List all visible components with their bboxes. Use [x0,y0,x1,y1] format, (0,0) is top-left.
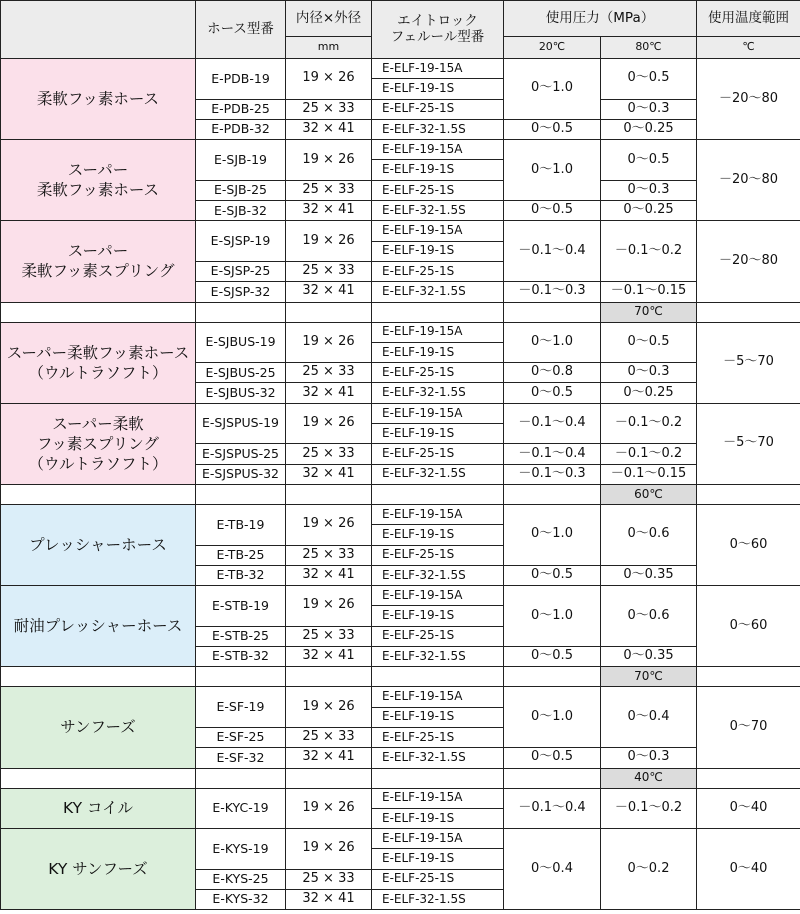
ferrule-cell: E-ELF-19-15A [372,504,504,524]
band-blank-cell [196,768,286,788]
size-cell: 19 × 26 [286,140,372,181]
category-name-line: サンフーズ [60,718,136,737]
size-cell: 19 × 26 [286,322,372,363]
ferrule-cell: E-ELF-32-1.5S [372,748,504,768]
band-blank-cell [286,768,372,788]
ferrule-cell: E-ELF-19-15A [372,403,504,423]
band-blank-cell [504,302,601,322]
pressure-80c-cell: 0～0.5 [601,322,697,363]
pressure-20c-cell: －0.1～0.4 [504,444,601,464]
ferrule-cell: E-ELF-32-1.5S [372,647,504,667]
table-row [1,322,800,342]
hose-model-cell: E-STB-19 [196,586,286,627]
category-name-line: スーパー柔軟 [52,414,144,433]
hose-model-cell: E-SJB-19 [196,140,286,181]
header-temp-80: 80℃ [601,37,697,59]
temp-range-cell: 0～40 [697,788,800,829]
ferrule-cell: E-ELF-19-1S [372,342,504,362]
pressure-20c-cell: 0～1.0 [504,322,601,363]
hose-model-cell: E-STB-32 [196,647,286,667]
hose-model-cell: E-KYS-19 [196,829,286,870]
temp-band-row [1,484,800,504]
size-cell: 19 × 26 [286,788,372,829]
band-blank-cell [1,484,196,504]
band-temp-label: 40℃ [601,768,697,788]
category-name-line: スーパー [67,161,129,180]
pressure-20c-cell: －0.1～0.3 [504,282,601,302]
size-cell: 32 × 41 [286,201,372,221]
category-name-line: プレッシャーホース [29,535,167,554]
band-blank-cell [697,768,800,788]
header-ferrule-line1: エイトロック [397,12,478,29]
ferrule-cell: E-ELF-25-1S [372,727,504,747]
size-cell: 19 × 26 [286,403,372,444]
table-row [1,59,800,79]
pressure-20c-cell: 0～0.5 [504,748,601,768]
band-blank-cell [372,667,504,687]
ferrule-cell: E-ELF-25-1S [372,444,504,464]
category-cell [1,221,196,302]
ferrule-cell: E-ELF-19-1S [372,241,504,261]
pressure-80c-cell: －0.1～0.2 [601,403,697,444]
band-blank-cell [372,302,504,322]
hose-model-cell: E-SJSPUS-19 [196,403,286,444]
size-cell: 19 × 26 [286,687,372,728]
band-blank-cell [372,768,504,788]
size-cell: 19 × 26 [286,59,372,100]
header-pressure: 使用圧力（MPa） [504,1,697,37]
size-cell: 25 × 33 [286,180,372,200]
band-blank-cell [196,302,286,322]
category-name-line: スーパー柔軟フッ素ホース [6,343,190,362]
category-cell [1,586,196,667]
header-ferrule-line2: フェルール型番 [390,28,485,45]
category-cell [1,788,196,829]
category-name-line: （ウルトラソフト） [28,363,168,382]
hose-model-cell: E-TB-32 [196,565,286,585]
band-blank-cell [504,484,601,504]
size-cell: 32 × 41 [286,748,372,768]
pressure-80c-cell: 0～0.2 [601,829,697,910]
pressure-20c-cell: 0～0.8 [504,363,601,383]
category-name-line: （ウルトラソフト） [28,454,168,473]
band-temp-label: 70℃ [601,667,697,687]
table-row [1,403,800,423]
band-blank-cell [1,302,196,322]
size-cell: 19 × 26 [286,221,372,262]
size-cell: 25 × 33 [286,444,372,464]
size-cell: 25 × 33 [286,545,372,565]
pressure-20c-cell: 0～1.0 [504,140,601,201]
hose-model-cell: E-SF-19 [196,687,286,728]
hose-model-cell: E-SJBUS-32 [196,383,286,403]
category-cell [1,687,196,768]
pressure-80c-cell: 0～0.25 [601,383,697,403]
ferrule-cell: E-ELF-19-1S [372,808,504,828]
temp-band-row [1,667,800,687]
table-row [1,504,800,524]
category-name-line: スーパー [67,242,129,261]
size-cell: 19 × 26 [286,829,372,870]
pressure-80c-cell: 0～0.5 [601,140,697,181]
header-ferrule [372,1,504,59]
ferrule-cell: E-ELF-32-1.5S [372,464,504,484]
header-temp-unit: ℃ [697,37,800,59]
hose-model-cell: E-KYC-19 [196,788,286,829]
ferrule-cell: E-ELF-19-15A [372,140,504,160]
size-cell: 25 × 33 [286,261,372,281]
pressure-20c-cell: 0～0.5 [504,565,601,585]
category-name-line: フッ素スプリング [37,434,159,453]
pressure-80c-cell: 0～0.5 [601,59,697,100]
ferrule-cell: E-ELF-25-1S [372,363,504,383]
hose-model-cell: E-SJSPUS-32 [196,464,286,484]
ferrule-cell: E-ELF-19-1S [372,160,504,180]
category-name-line: KY コイル [62,799,134,818]
band-temp-label: 60℃ [601,484,697,504]
ferrule-cell: E-ELF-25-1S [372,869,504,889]
band-blank-cell [196,484,286,504]
pressure-20c-cell: －0.1～0.4 [504,403,601,444]
band-blank-cell [196,667,286,687]
band-blank-cell [372,484,504,504]
pressure-20c-cell: 0～0.5 [504,201,601,221]
temp-range-cell: －20～80 [697,59,800,140]
pressure-20c-cell: 0～0.5 [504,119,601,139]
size-cell: 25 × 33 [286,363,372,383]
size-cell: 25 × 33 [286,626,372,646]
band-blank-cell [286,302,372,322]
hose-model-cell: E-SF-32 [196,748,286,768]
ferrule-cell: E-ELF-19-15A [372,788,504,808]
category-name-line: 柔軟フッ素ホース [36,181,160,200]
pressure-20c-cell: －0.1～0.3 [504,464,601,484]
pressure-80c-cell: －0.1～0.15 [601,282,697,302]
category-cell [1,504,196,585]
ferrule-cell: E-ELF-19-15A [372,829,504,849]
band-temp-label: 70℃ [601,302,697,322]
hose-model-cell: E-KYS-32 [196,889,286,909]
pressure-20c-cell: 0～1.0 [504,586,601,647]
pressure-80c-cell: －0.1～0.2 [601,221,697,282]
hose-model-cell: E-SJSP-25 [196,261,286,281]
ferrule-cell: E-ELF-32-1.5S [372,119,504,139]
temp-range-cell: 0～40 [697,829,800,910]
pressure-80c-cell: 0～0.3 [601,363,697,383]
ferrule-cell: E-ELF-19-15A [372,687,504,707]
category-cell [1,59,196,140]
band-blank-cell [697,667,800,687]
pressure-20c-cell: 0～0.4 [504,829,601,910]
category-cell [1,322,196,403]
pressure-80c-cell: －0.1～0.2 [601,788,697,829]
pressure-80c-cell: 0～0.35 [601,565,697,585]
table-row [1,586,800,606]
temp-band-row [1,768,800,788]
ferrule-cell: E-ELF-19-1S [372,79,504,99]
header-row [1,1,800,37]
size-cell: 25 × 33 [286,99,372,119]
ferrule-cell: E-ELF-19-15A [372,322,504,342]
pressure-80c-cell: 0～0.6 [601,586,697,647]
band-blank-cell [286,484,372,504]
temp-band-row [1,302,800,322]
ferrule-cell: E-ELF-32-1.5S [372,383,504,403]
ferrule-cell: E-ELF-25-1S [372,626,504,646]
band-blank-cell [504,667,601,687]
band-blank-cell [697,484,800,504]
pressure-20c-cell: －0.1～0.4 [504,221,601,282]
size-cell: 25 × 33 [286,869,372,889]
pressure-80c-cell: 0～0.3 [601,99,697,119]
pressure-20c-cell: 0～1.0 [504,59,601,120]
temp-range-cell: －20～80 [697,140,800,221]
header-hose-model: ホース型番 [196,1,286,59]
hose-model-cell: E-SJSPUS-25 [196,444,286,464]
band-blank-cell [697,302,800,322]
corner-cell [1,1,196,59]
hose-model-cell: E-SJBUS-25 [196,363,286,383]
band-blank-cell [1,667,196,687]
temp-range-cell: －5～70 [697,322,800,403]
header-temp-20: 20℃ [504,37,601,59]
pressure-80c-cell: 0～0.6 [601,504,697,565]
temp-range-cell: 0～70 [697,687,800,768]
hose-model-cell: E-STB-25 [196,626,286,646]
ferrule-cell: E-ELF-25-1S [372,180,504,200]
band-blank-cell [504,768,601,788]
size-cell: 25 × 33 [286,727,372,747]
table-row [1,221,800,241]
ferrule-cell: E-ELF-19-1S [372,606,504,626]
temp-range-cell: －20～80 [697,221,800,302]
hose-model-cell: E-SJSP-19 [196,221,286,262]
ferrule-cell: E-ELF-19-15A [372,586,504,606]
pressure-20c-cell: 0～1.0 [504,504,601,565]
hose-model-cell: E-SJBUS-19 [196,322,286,363]
table-row [1,140,800,160]
hose-model-cell: E-SJSP-32 [196,282,286,302]
ferrule-cell: E-ELF-19-1S [372,707,504,727]
band-blank-cell [1,768,196,788]
ferrule-cell: E-ELF-32-1.5S [372,201,504,221]
header-temp-range: 使用温度範囲 [697,1,800,37]
temp-range-cell: －5～70 [697,403,800,484]
band-blank-cell [286,667,372,687]
hose-model-cell: E-SJB-32 [196,201,286,221]
temp-range-cell: 0～60 [697,504,800,585]
hose-model-cell: E-PDB-19 [196,59,286,100]
size-cell: 19 × 26 [286,504,372,545]
category-name-line: 柔軟フッ素スプリング [21,262,175,281]
header-size-unit: mm [286,37,372,59]
category-name-line: 柔軟フッ素ホース [36,90,160,109]
pressure-80c-cell: －0.1～0.15 [601,464,697,484]
size-cell: 32 × 41 [286,565,372,585]
hose-model-cell: E-SF-25 [196,727,286,747]
hose-model-cell: E-PDB-25 [196,99,286,119]
ferrule-cell: E-ELF-19-15A [372,59,504,79]
ferrule-cell: E-ELF-25-1S [372,99,504,119]
ferrule-cell: E-ELF-32-1.5S [372,565,504,585]
ferrule-cell: E-ELF-25-1S [372,545,504,565]
table-row [1,687,800,707]
hose-model-cell: E-TB-25 [196,545,286,565]
hose-model-cell: E-KYS-25 [196,869,286,889]
pressure-80c-cell: 0～0.25 [601,119,697,139]
category-name-line: KY サンフーズ [48,860,148,879]
size-cell: 32 × 41 [286,119,372,139]
pressure-20c-cell: －0.1～0.4 [504,788,601,829]
category-cell [1,140,196,221]
pressure-80c-cell: 0～0.3 [601,180,697,200]
size-cell: 32 × 41 [286,889,372,909]
category-name-line: 耐油プレッシャーホース [13,617,183,636]
pressure-20c-cell: 0～0.5 [504,383,601,403]
ferrule-cell: E-ELF-32-1.5S [372,889,504,909]
ferrule-cell: E-ELF-32-1.5S [372,282,504,302]
pressure-80c-cell: 0～0.4 [601,687,697,748]
size-cell: 19 × 26 [286,586,372,627]
header-size: 内径×外径 [286,1,372,37]
table-row [1,788,800,808]
table-row [1,829,800,849]
hose-model-cell: E-PDB-32 [196,119,286,139]
category-cell [1,403,196,484]
size-cell: 32 × 41 [286,647,372,667]
pressure-20c-cell: 0～1.0 [504,687,601,748]
ferrule-cell: E-ELF-19-15A [372,221,504,241]
hose-model-cell: E-SJB-25 [196,180,286,200]
pressure-80c-cell: 0～0.25 [601,201,697,221]
ferrule-cell: E-ELF-25-1S [372,261,504,281]
ferrule-cell: E-ELF-19-1S [372,849,504,869]
size-cell: 32 × 41 [286,383,372,403]
pressure-80c-cell: －0.1～0.2 [601,444,697,464]
pressure-20c-cell: 0～0.5 [504,647,601,667]
size-cell: 32 × 41 [286,464,372,484]
temp-range-cell: 0～60 [697,586,800,667]
pressure-80c-cell: 0～0.35 [601,647,697,667]
size-cell: 32 × 41 [286,282,372,302]
pressure-80c-cell: 0～0.3 [601,748,697,768]
hose-model-cell: E-TB-19 [196,504,286,545]
ferrule-cell: E-ELF-19-1S [372,424,504,444]
category-cell [1,829,196,910]
ferrule-cell: E-ELF-19-1S [372,525,504,545]
